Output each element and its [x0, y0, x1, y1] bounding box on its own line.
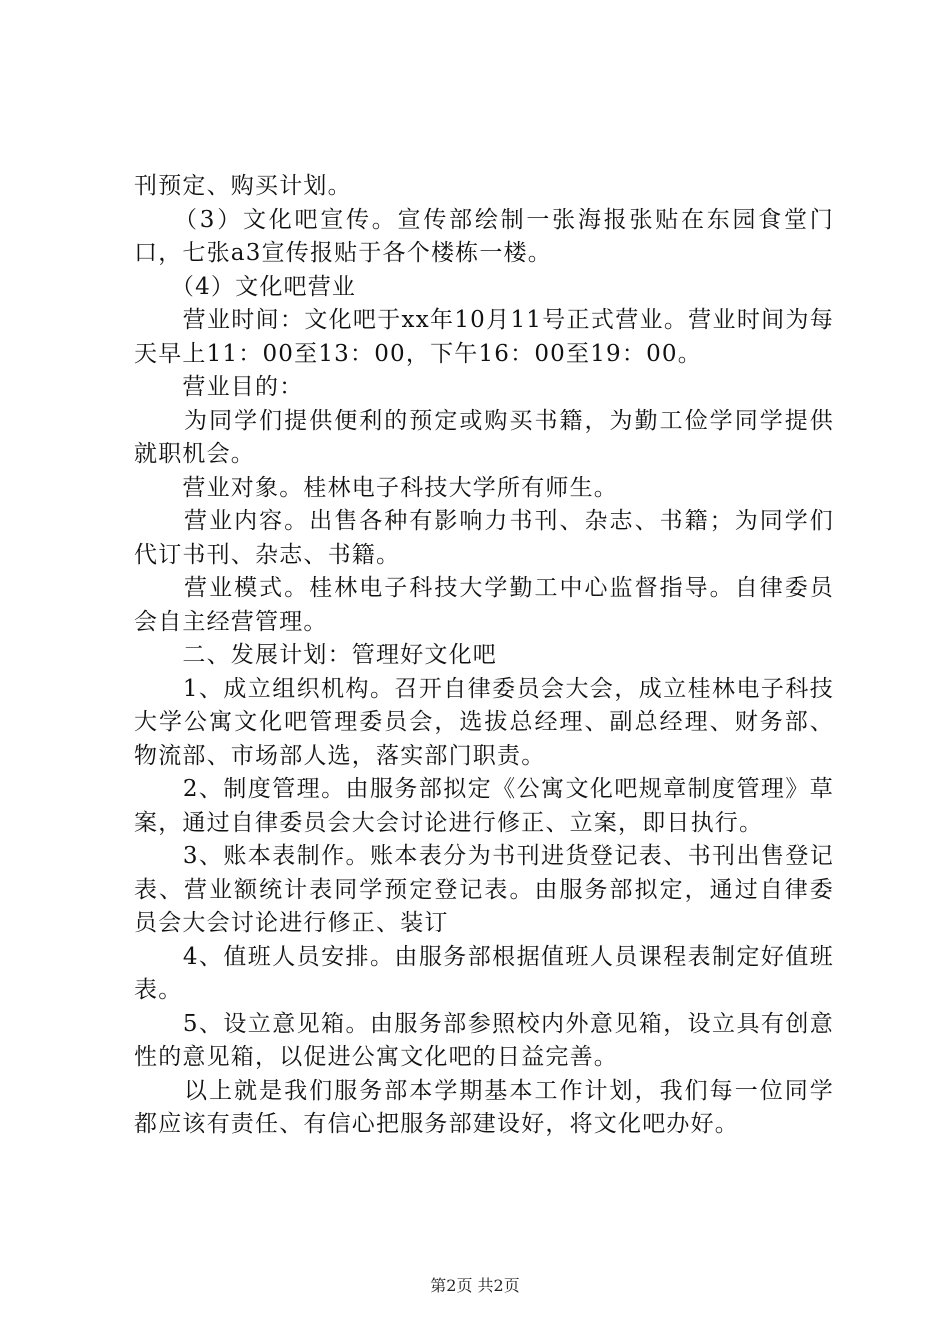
paragraph: 以上就是我们服务部本学期基本工作计划，我们每一位同学都应该有责任、有信心把服务部建设好，将文化吧办好。 [134, 1077, 834, 1137]
paragraph: 营业对象。桂林电子科技大学所有师生。 [134, 474, 618, 501]
paragraph: 2、制度管理。由服务部拟定《公寓文化吧规章制度管理》草案，通过自律委员会大会讨论进行修正、立案，即日执行。 [134, 776, 834, 836]
section-heading: 二、发展计划：管理好文化吧 [134, 642, 497, 668]
paragraph: 3、账本表制作。账本表分为书刊进货登记表、书刊出售登记表、营业额统计表同学预定登记表。由服务部拟定，通过自律委员会大会讨论进行修正、装订 [134, 843, 834, 936]
paragraph: 营业目的： [134, 374, 304, 400]
paragraph: 营业内容。出售各种有影响力书刊、杂志、书籍；为同学们代订书刊、杂志、书籍。 [134, 508, 834, 568]
page-number-footer: 第2页 共2页 [430, 1276, 520, 1295]
paragraph: 1、成立组织机构。召开自律委员会大会，成立桂林电子科技大学公寓文化吧管理委员会，选拔总经理、副总经理、财务部、物流部、市场部人选，落实部门职责。 [134, 675, 834, 769]
paragraph: 5、设立意见箱。由服务部参照校内外意见箱，设立具有创意性的意见箱，以促进公寓文化吧的日益完善。 [134, 1010, 834, 1070]
paragraph: 营业时间：文化吧于xx年10月11号正式营业。营业时间为每天早上11：00至13：00，下午16：00至19：00。 [134, 307, 834, 367]
paragraph: 为同学们提供便利的预定或购买书籍，为勤工俭学同学提供就职机会。 [134, 407, 834, 467]
document-body [134, 170, 834, 1142]
paragraph: 4、值班人员安排。由服务部根据值班人员课程表制定好值班表。 [134, 943, 834, 1003]
paragraph: （4）文化吧营业 [134, 273, 357, 300]
paragraph: 营业模式。桂林电子科技大学勤工中心监督指导。自律委员会自主经营管理。 [134, 575, 834, 635]
paragraph: 刊预定、购买计划。 [134, 173, 352, 199]
paragraph: （3）文化吧宣传。宣传部绘制一张海报张贴在东园食堂门口，七张a3宣传报贴于各个楼栋一楼。 [134, 206, 834, 266]
